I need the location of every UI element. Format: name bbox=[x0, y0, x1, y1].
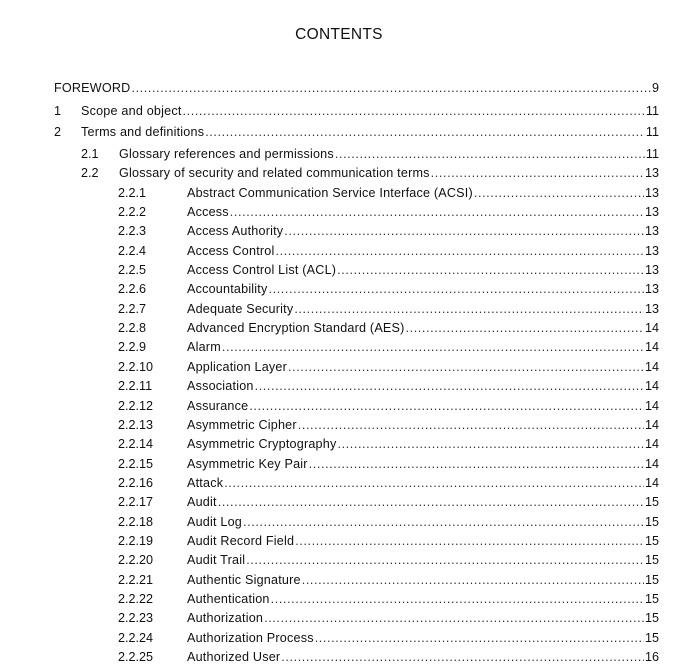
toc-entry[interactable] bbox=[118, 474, 659, 493]
toc-entry-page-number: 13 bbox=[644, 224, 659, 239]
toc-entry-title: Audit bbox=[187, 495, 217, 510]
toc-entry-number: 2.2.19 bbox=[118, 533, 154, 548]
toc-entry-page-number: 15 bbox=[644, 611, 659, 626]
dot-leader bbox=[284, 222, 644, 241]
toc-entry-number: 2.2.23 bbox=[118, 611, 154, 626]
toc-entry-title: Application Layer bbox=[187, 359, 288, 374]
toc-entry-page-number: 14 bbox=[644, 456, 659, 471]
toc-entry[interactable] bbox=[118, 416, 659, 435]
toc-entry[interactable] bbox=[118, 551, 659, 570]
toc-entry[interactable] bbox=[118, 222, 659, 241]
toc-entry-number: 2.2.1 bbox=[118, 185, 147, 200]
toc-entry-page-number: 13 bbox=[644, 263, 659, 278]
toc-entry-title: Assurance bbox=[187, 398, 249, 413]
toc-entry-title: Access Control List (ACL) bbox=[187, 263, 337, 278]
toc-entry-number: 2.2.7 bbox=[118, 301, 147, 316]
toc-entry-title: Glossary of security and related communication terms bbox=[119, 166, 430, 181]
toc-entry-page-number: 14 bbox=[644, 437, 659, 452]
toc-entry-page-number: 15 bbox=[644, 495, 659, 510]
toc-entry-title: Terms and definitions bbox=[81, 124, 205, 139]
toc-entry[interactable] bbox=[81, 145, 659, 164]
toc-entry-title: Attack bbox=[187, 475, 224, 490]
dot-leader bbox=[298, 416, 644, 435]
toc-entry-page-number: 16 bbox=[644, 650, 659, 665]
dot-leader bbox=[249, 397, 644, 416]
dot-leader bbox=[337, 261, 644, 280]
dot-leader bbox=[474, 184, 644, 203]
toc-entry[interactable] bbox=[118, 203, 659, 222]
toc-entry[interactable] bbox=[118, 513, 659, 532]
dot-leader bbox=[243, 513, 644, 532]
dot-leader bbox=[222, 338, 644, 357]
toc-entry[interactable] bbox=[118, 435, 659, 454]
dot-leader bbox=[218, 493, 644, 512]
toc-entry-page-number: 14 bbox=[644, 417, 659, 432]
toc-entry-number: 2.2.8 bbox=[118, 321, 147, 336]
toc-entry[interactable] bbox=[118, 300, 659, 319]
toc-entry[interactable] bbox=[54, 123, 659, 142]
toc-entry-number: 2.2.25 bbox=[118, 650, 154, 665]
toc-entry-number: 2.2.15 bbox=[118, 456, 154, 471]
dot-leader bbox=[183, 102, 645, 121]
toc-entry-title: Access Authority bbox=[187, 224, 284, 239]
dot-leader bbox=[337, 435, 644, 454]
toc-entry-number: 2.2.6 bbox=[118, 282, 147, 297]
dot-leader bbox=[309, 455, 644, 474]
toc-entry[interactable] bbox=[118, 629, 659, 648]
toc-entry-number: 2.2.3 bbox=[118, 224, 147, 239]
toc-entry-number: 2.2.2 bbox=[118, 205, 147, 219]
toc-entry-title: Audit Trail bbox=[187, 553, 246, 568]
toc-entry-title: Authorized User bbox=[187, 650, 281, 665]
toc-entry-number: 2.2.11 bbox=[118, 379, 153, 394]
toc-entry-number: 2.2.24 bbox=[118, 630, 154, 645]
toc-entry[interactable] bbox=[118, 648, 659, 667]
toc-entry-number: 2.1 bbox=[81, 147, 99, 161]
toc-entry[interactable] bbox=[54, 79, 659, 98]
toc-entry-number: 2.2.9 bbox=[118, 340, 147, 355]
toc-entry[interactable] bbox=[118, 184, 659, 203]
toc-entry-page-number: 14 bbox=[644, 321, 659, 336]
toc-entry[interactable] bbox=[81, 164, 659, 183]
toc-entry-number: 2.2.21 bbox=[118, 572, 154, 587]
toc-entry[interactable] bbox=[118, 455, 659, 474]
dot-leader bbox=[281, 648, 644, 667]
toc-entry-page-number: 11 bbox=[645, 124, 659, 139]
toc-entry-number: 2.2.17 bbox=[118, 495, 154, 510]
dot-leader bbox=[271, 590, 644, 609]
dot-leader bbox=[288, 358, 644, 377]
toc-entry-number: 2.2.16 bbox=[118, 475, 154, 490]
toc-entry[interactable] bbox=[118, 397, 659, 416]
dot-leader bbox=[264, 609, 644, 628]
toc-entry-title: Authorization bbox=[187, 611, 264, 626]
dot-leader bbox=[335, 145, 645, 164]
toc-entry-title: Asymmetric Key Pair bbox=[187, 456, 308, 471]
toc-entry[interactable] bbox=[118, 242, 659, 261]
toc-entry-number: 2.2.18 bbox=[118, 514, 154, 529]
toc-entry-page-number: 14 bbox=[644, 379, 659, 394]
toc-entry-title: Asymmetric Cryptography bbox=[187, 437, 337, 452]
toc-entry-title: Adequate Security bbox=[187, 301, 294, 316]
toc-entry-page-number: 13 bbox=[644, 166, 659, 181]
toc-entry-page-number: 13 bbox=[644, 243, 659, 258]
toc-entry-page-number: 15 bbox=[644, 533, 659, 548]
toc-entry-number: 2.2.12 bbox=[118, 398, 154, 413]
toc-entry-page-number: 15 bbox=[644, 553, 659, 568]
toc-entry-page-number: 15 bbox=[644, 630, 659, 645]
toc-entry-page-number: 13 bbox=[644, 205, 659, 219]
toc-entry-title: FOREWORD bbox=[54, 81, 131, 95]
toc-entry[interactable] bbox=[118, 319, 659, 338]
dot-leader bbox=[205, 123, 645, 142]
dot-leader bbox=[269, 280, 644, 299]
toc-entry-title: Authentic Signature bbox=[187, 572, 301, 587]
dot-leader bbox=[230, 203, 644, 222]
toc-entry-number: 1 bbox=[54, 103, 62, 118]
toc-entry-title: Access Control bbox=[187, 243, 275, 258]
dot-leader bbox=[131, 79, 651, 98]
toc-entry-title: Alarm bbox=[187, 340, 221, 355]
dot-leader bbox=[295, 532, 644, 551]
toc-entry[interactable] bbox=[118, 261, 659, 280]
toc-entry-title: Audit Log bbox=[187, 514, 243, 529]
toc-entry-number: 2.2.20 bbox=[118, 553, 154, 568]
toc-entry-title: Association bbox=[187, 379, 254, 394]
toc-entry-page-number: 15 bbox=[644, 572, 659, 587]
dot-leader bbox=[431, 164, 644, 183]
dot-leader bbox=[224, 474, 644, 493]
toc-entry[interactable] bbox=[118, 532, 659, 551]
toc-entry-number: 2.2.22 bbox=[118, 592, 154, 606]
toc-entry-number: 2.2.5 bbox=[118, 263, 147, 278]
toc-entry-number: 2.2.13 bbox=[118, 417, 154, 432]
dot-leader bbox=[302, 571, 644, 590]
toc-entry-number: 2.2.10 bbox=[118, 359, 154, 374]
toc-entry-title: Abstract Communication Service Interface (ACSI) bbox=[187, 185, 473, 200]
toc-entry-page-number: 13 bbox=[644, 185, 659, 200]
dot-leader bbox=[406, 319, 644, 338]
toc-entry-page-number: 13 bbox=[644, 301, 659, 316]
toc-entry[interactable] bbox=[118, 609, 659, 628]
toc-entry[interactable] bbox=[118, 571, 659, 590]
toc-entry-page-number: 14 bbox=[644, 359, 659, 374]
toc-entry-title: Advanced Encryption Standard (AES) bbox=[187, 321, 405, 336]
toc-entry-page-number: 15 bbox=[644, 514, 659, 529]
toc-entry-number: 2 bbox=[54, 124, 62, 139]
toc-entry-number: 2.2 bbox=[81, 166, 99, 181]
toc-entry[interactable] bbox=[118, 493, 659, 512]
toc-entry-title: Glossary references and permissions bbox=[119, 147, 334, 161]
toc-entry-page-number: 11 bbox=[645, 147, 659, 161]
dot-leader bbox=[276, 242, 644, 261]
toc-entry-page-number: 14 bbox=[644, 398, 659, 413]
toc-entry-number: 2.2.4 bbox=[118, 243, 147, 258]
toc-entry-title: Authorization Process bbox=[187, 630, 314, 645]
toc-entry-title: Audit Record Field bbox=[187, 533, 295, 548]
dot-leader bbox=[294, 300, 644, 319]
toc-entry[interactable] bbox=[54, 102, 659, 121]
page-title: CONTENTS bbox=[295, 26, 383, 43]
toc-entry-page-number: 15 bbox=[644, 592, 659, 606]
toc-entry[interactable] bbox=[118, 338, 659, 357]
toc-entry[interactable] bbox=[118, 590, 659, 609]
toc-entry-page-number: 9 bbox=[651, 81, 659, 95]
dot-leader bbox=[315, 629, 644, 648]
toc-entry-page-number: 14 bbox=[644, 340, 659, 355]
dot-leader bbox=[246, 551, 644, 570]
toc-entry-page-number: 11 bbox=[645, 103, 659, 118]
dot-leader bbox=[255, 377, 644, 396]
toc-entry-title: Authentication bbox=[187, 592, 270, 606]
toc-entry-title: Accountability bbox=[187, 282, 268, 297]
toc-entry-page-number: 14 bbox=[644, 475, 659, 490]
toc-entry-title: Scope and object bbox=[81, 103, 182, 118]
toc-entry[interactable] bbox=[118, 280, 659, 299]
toc-entry-title: Access bbox=[187, 205, 229, 219]
toc-entry-number: 2.2.14 bbox=[118, 437, 154, 452]
toc-entry[interactable] bbox=[118, 358, 659, 377]
toc-entry[interactable] bbox=[118, 377, 659, 396]
toc-entry-title: Asymmetric Cipher bbox=[187, 417, 297, 432]
toc-entry-page-number: 13 bbox=[644, 282, 659, 297]
